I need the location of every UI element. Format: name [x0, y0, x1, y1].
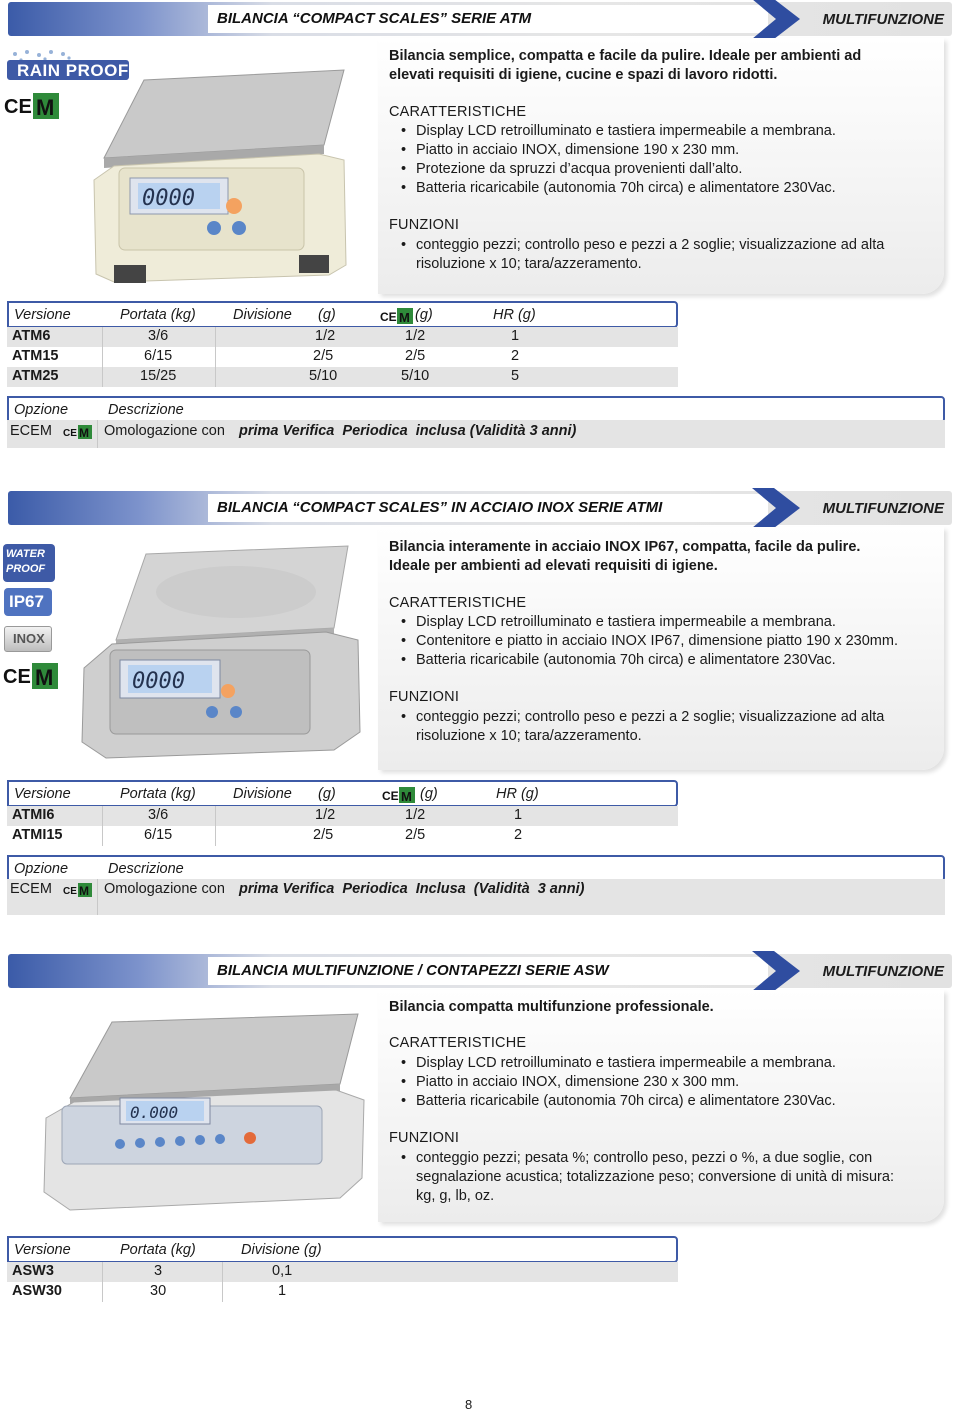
spec-table-header [7, 301, 678, 328]
col-opzione: Opzione [14, 861, 69, 877]
table-row [7, 327, 678, 347]
svg-text:M: M [399, 310, 410, 325]
table-divider [215, 327, 216, 387]
cell-divisione: 1 [278, 1283, 287, 1299]
feature-item: • Piatto in acciaio INOX, dimensione 190 x 230 mm. [389, 141, 836, 160]
cell-version: ATM15 [12, 348, 59, 364]
col-portata: Portata (kg) [120, 786, 196, 802]
option-row [7, 879, 945, 915]
cell-hr: 1 [514, 807, 523, 823]
col-opzione: Opzione [14, 402, 69, 418]
water-proof-badge [3, 544, 55, 582]
col-cem-unit: (g) [420, 786, 438, 802]
option-desc-emphasis: prima Verifica Periodica Inclusa (Validità 3 anni) [239, 881, 585, 897]
section-tag: MULTIFUNZIONE [822, 963, 944, 980]
features-title: CARATTERISTICHE [389, 595, 527, 611]
features-title: CARATTERISTICHE [389, 104, 527, 120]
lcd-readout: 0000 [132, 669, 185, 694]
option-code: ECEM [10, 881, 52, 897]
feature-item: • Display LCD retroilluminato e tastiera impermeabile a membrana. [389, 613, 898, 632]
section-header [8, 954, 952, 988]
function-item: • conteggio pezzi; controllo peso e pezzi a 2 soglie; visualizzazione ad alta risoluzione x 10; tara/azzeramento. [389, 708, 939, 746]
cell-portata: 6/15 [144, 827, 173, 843]
lcd-readout: 0000 [142, 186, 195, 211]
col-versione: Versione [14, 786, 71, 802]
svg-text:CE: CE [4, 96, 32, 118]
inox-text: INOX [13, 631, 45, 646]
table-row [7, 826, 678, 846]
svg-text:CE: CE [3, 666, 31, 688]
section-tag: MULTIFUNZIONE [822, 11, 944, 28]
table-divider [102, 327, 103, 387]
col-divisione: Divisione [233, 307, 292, 323]
ce-m-icon [382, 786, 416, 804]
option-table-header [7, 396, 945, 423]
inox-badge [4, 626, 52, 652]
table-row [7, 1262, 678, 1282]
cell-version: ASW3 [12, 1263, 54, 1279]
section-title: BILANCIA MULTIFUNZIONE / CONTAPEZZI SERIE ASW [217, 962, 609, 979]
spec-table-header [7, 780, 678, 807]
cell-cem: 1/2 [405, 807, 426, 823]
atm-scale-image [84, 50, 354, 290]
section-title: BILANCIA “COMPACT SCALES” IN ACCIAIO INOX SERIE ATMI [217, 499, 663, 516]
svg-text:CE: CE [380, 310, 397, 324]
cell-cem: 2/5 [405, 348, 426, 364]
cell-divisione: 2/5 [313, 348, 334, 364]
col-descrizione: Descrizione [108, 402, 184, 418]
features-list [389, 1054, 836, 1111]
col-cem-unit: (g) [415, 307, 433, 323]
feature-item: • Batteria ricaricabile (autonomia 70h circa) e alimentatore 230Vac. [389, 1092, 836, 1111]
ce-m-badge [3, 662, 59, 695]
col-divisione: Divisione (g) [241, 1242, 322, 1258]
features-list [389, 613, 898, 670]
col-versione: Versione [14, 1242, 71, 1258]
asw-scale-image [40, 1002, 370, 1222]
svg-text:CE: CE [63, 886, 77, 897]
page-number: 8 [465, 1397, 473, 1410]
section-header [8, 491, 952, 525]
table-divider [102, 806, 103, 846]
col-portata: Portata (kg) [120, 307, 196, 323]
col-portata: Portata (kg) [120, 1242, 196, 1258]
cell-portata: 30 [150, 1283, 167, 1299]
ce-m-icon [63, 424, 93, 440]
intro-line-1: Bilancia interamente in acciaio INOX IP67, compatta, facile da pulire. [389, 539, 861, 555]
cell-version: ATMI6 [12, 807, 55, 823]
cell-cem: 2/5 [405, 827, 426, 843]
cell-divisione: 2/5 [313, 827, 334, 843]
option-desc-plain: Omologazione con [104, 423, 225, 439]
ce-m-icon [63, 882, 93, 898]
feature-item: • Batteria ricaricabile (autonomia 70h circa) e alimentatore 230Vac. [389, 179, 836, 198]
col-hr: HR (g) [493, 307, 536, 323]
functions-title: FUNZIONI [389, 689, 460, 705]
functions-title: FUNZIONI [389, 1130, 460, 1146]
features-list [389, 122, 836, 198]
function-item: • conteggio pezzi; controllo peso e pezzi a 2 soglie; visualizzazione ad alta risoluzione x 10; tara/azzeramento. [389, 236, 939, 274]
intro-line-1: Bilancia semplice, compatta e facile da pulire. Ideale per ambienti ad [389, 48, 862, 64]
table-divider [215, 806, 216, 846]
arrow-icon [752, 951, 804, 991]
cell-portata: 3/6 [148, 328, 169, 344]
feature-item: • Batteria ricaricabile (autonomia 70h circa) e alimentatore 230Vac. [389, 651, 898, 670]
table-divider [97, 879, 98, 915]
feature-item: • Display LCD retroilluminato e tastiera impermeabile a membrana. [389, 122, 836, 141]
cell-cem: 5/10 [401, 368, 430, 384]
intro-line-1: Bilancia compatta multifunzione professionale. [389, 999, 714, 1015]
svg-text:CE: CE [63, 428, 77, 439]
option-row [7, 420, 945, 448]
option-code: ECEM [10, 423, 52, 439]
option-desc-emphasis: prima Verifica Periodica inclusa (Validità 3 anni) [239, 423, 577, 439]
col-descrizione: Descrizione [108, 861, 184, 877]
intro-line-2: Ideale per ambienti ad elevati requisiti di igiene. [389, 558, 718, 574]
functions-list [389, 1149, 909, 1206]
feature-item: • Protezione da spruzzi d’acqua provenienti dall’alto. [389, 160, 836, 179]
cell-portata: 6/15 [144, 348, 173, 364]
cell-portata: 15/25 [140, 368, 177, 384]
arrow-icon [752, 488, 804, 528]
col-versione: Versione [14, 307, 71, 323]
table-divider [222, 1262, 223, 1302]
lcd-readout: 0.000 [130, 1103, 179, 1122]
cell-divisione: 0,1 [272, 1263, 293, 1279]
ip67-badge [4, 588, 52, 616]
spec-table-header [7, 1236, 678, 1263]
functions-list [389, 236, 939, 274]
col-divisione-unit: (g) [318, 786, 336, 802]
section-title: BILANCIA “COMPACT SCALES” SERIE ATM [217, 10, 532, 27]
col-divisione-unit: (g) [318, 307, 336, 323]
section-header [8, 2, 952, 36]
cell-divisione: 1/2 [315, 807, 336, 823]
svg-text:M: M [401, 789, 412, 804]
atmi-scale-image [76, 536, 366, 766]
cell-cem: 1/2 [405, 328, 426, 344]
section-tag: MULTIFUNZIONE [822, 500, 944, 517]
cell-portata: 3/6 [148, 807, 169, 823]
functions-title: FUNZIONI [389, 217, 460, 233]
ce-m-badge [4, 92, 60, 125]
ce-m-icon [380, 307, 414, 325]
col-hr: HR (g) [496, 786, 539, 802]
cell-hr: 5 [511, 368, 520, 384]
cell-version: ATM25 [12, 368, 59, 384]
cell-version: ATMI15 [12, 827, 63, 843]
svg-text:M: M [35, 665, 54, 690]
table-divider [102, 1262, 103, 1302]
intro-line-2: elevati requisiti di igiene, cucine e spazi di lavoro ridotti. [389, 67, 778, 83]
table-row [7, 367, 678, 387]
cell-version: ASW30 [12, 1283, 62, 1299]
functions-list [389, 708, 939, 746]
cell-version: ATM6 [12, 328, 51, 344]
water-proof-text: WATER PROOF [6, 548, 46, 575]
arrow-icon [752, 0, 804, 39]
ip67-text: IP67 [9, 592, 44, 611]
cell-hr: 2 [514, 827, 523, 843]
option-table-header [7, 855, 945, 882]
table-row [7, 347, 678, 367]
feature-item: • Display LCD retroilluminato e tastiera impermeabile a membrana. [389, 1054, 836, 1073]
col-divisione: Divisione [233, 786, 292, 802]
cell-divisione: 1/2 [315, 328, 336, 344]
feature-item: • Piatto in acciaio INOX, dimensione 230 x 300 mm. [389, 1073, 836, 1092]
cell-portata: 3 [154, 1263, 163, 1279]
table-row [7, 806, 678, 826]
rain-proof-text: RAIN PROOF [17, 61, 129, 80]
cell-hr: 2 [511, 348, 520, 364]
cell-divisione: 5/10 [309, 368, 338, 384]
svg-text:M: M [36, 95, 55, 120]
cell-hr: 1 [511, 328, 520, 344]
svg-text:M: M [79, 884, 89, 898]
section-atm [0, 0, 960, 460]
table-row [7, 1282, 678, 1302]
function-item: • conteggio pezzi; pesata %; controllo peso, pezzi o %, a due soglie, con segnalazione acustica; totalizzazione peso; conversione di unità di misura: kg, g, lb, oz. [389, 1149, 909, 1206]
features-title: CARATTERISTICHE [389, 1035, 527, 1051]
feature-item: • Contenitore e piatto in acciaio INOX IP67, dimensione piatto 190 x 230mm. [389, 632, 898, 651]
table-divider [97, 420, 98, 448]
svg-text:CE: CE [382, 789, 399, 803]
option-desc-plain: Omologazione con [104, 881, 225, 897]
svg-text:M: M [79, 426, 89, 440]
